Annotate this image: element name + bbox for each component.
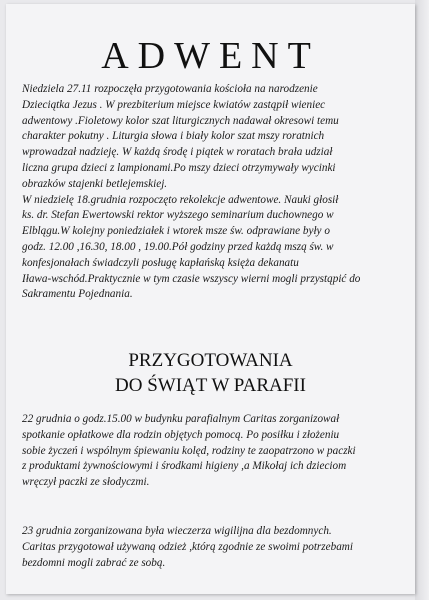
section-title: PRZYGOTOWANIA DO ŚWIĄT W PARAFII	[115, 350, 306, 396]
homeless-supper-text	[22, 524, 402, 571]
paragraph-homeless-supper: 23 grudnia zorganizowana była wieczerza wigilijna dla bezdomnych. Caritas przygotował używaną odzież ,którą zgodnie ze swoimi potrzebami bezdomni mogli zabrać ze sobą.	[22, 525, 353, 569]
paragraph-retreat: W niedzielę 18.grudnia rozpoczęto rekolekcje adwentowe. Nauki głosił ks. dr. Stefan Ewertowski rektor wyższego seminarium duchownego w Elblągu.W kolejny poniedziałek i wtorek msze św. odprawiane były o godz. 12.00 ,16.30, 18.00 , 19.00.Pół godziny przed każdą mszą św. w konfesjonałach świadczyli posługę kapłańską księża dekanatu Iława-wschód.Praktycznie w tym czasie wszyscy wierni mogli przystąpić do Sakramentu Pojednania.	[22, 193, 361, 301]
intro-text	[22, 82, 402, 303]
caritas-meeting-text	[22, 412, 402, 491]
paragraph-advent-preparations: Niedziela 27.11 rozpoczęła przygotowania kościoła na narodzenie Dzieciątka Jezus . W prezbiterium miejsce kwiatów zastąpił wieniec adwentowy .Fioletowy kolor szat liturgicznych nadawał okresowi temu charakter pokutny . Liturgia słowa i biały kolor szat mszy roratnich wprowadzał nadzieję. W każdą środę i piątek w roratach brała udział liczna grupa dzieci z lampionami.Po mszy dzieci otrzymywały wycinki obrazków stajenki betlejemskiej.	[22, 83, 339, 190]
page-edge-shadow	[415, 0, 429, 600]
paragraph-opłatek-meeting: 22 grudnia o godz.15.00 w budynku parafialnym Caritas zorganizował spotkanie opłatkowe dla rodzin objętych pomocą. Po posiłku i złożeniu sobie życzeń i wspólnym śpiewaniu kolęd, rodziny te zaopatrzono w paczki z produktami żywnościowymi i środkami higieny ,a Mikołaj ich dzieciom wręczył paczki ze słodyczmi.	[22, 413, 356, 489]
document-title: ADWENT	[101, 35, 320, 77]
document-page	[6, 4, 415, 594]
